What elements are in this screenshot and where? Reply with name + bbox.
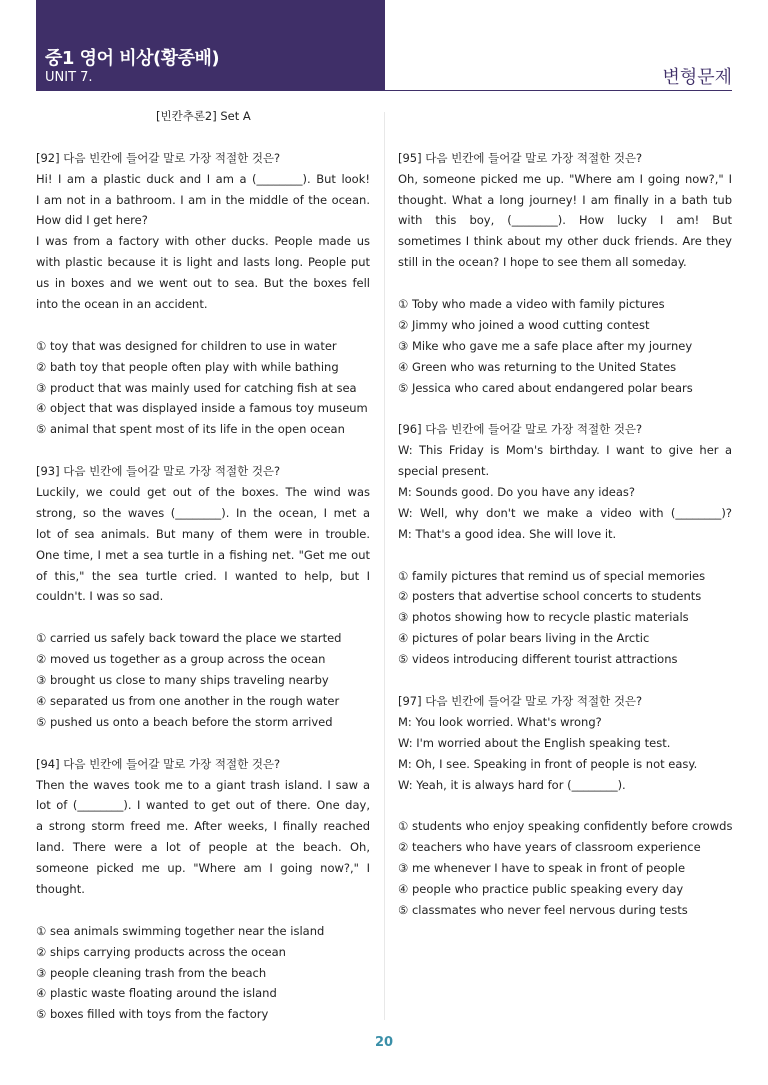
- text-line: lot of (________). I wanted to get out of there. One day,: [36, 798, 370, 813]
- answer-choice: ④ Green who was returning to the United States: [398, 359, 677, 374]
- spacer: [36, 607, 370, 628]
- unit-label: UNIT 7.: [45, 70, 93, 85]
- answer-choice: ① toy that was designed for children to use in water: [36, 338, 337, 353]
- answer-choice: ② ships carrying products across the ocean: [36, 944, 286, 959]
- set-label: [빈칸추론2] Set A: [156, 109, 251, 123]
- text-line: thought.: [36, 881, 85, 896]
- answer-choice: ④ object that was displayed inside a famous toy museum: [36, 401, 368, 416]
- answer-choice: ① family pictures that remind us of special memories: [398, 568, 706, 583]
- question-stem: [92] 다음 빈칸에 들어갈 말로 가장 적절한 것은?: [36, 150, 281, 165]
- header-rule: [385, 90, 732, 91]
- text-line: still in the ocean? I hope to see them all someday.: [398, 255, 687, 270]
- answer-choice: ③ product that was mainly used for catching fish at sea: [36, 380, 357, 395]
- spacer: [36, 315, 370, 336]
- text-line: into the ocean in an accident.: [36, 297, 208, 312]
- spacer: [36, 440, 370, 461]
- text-line: M: That's a good idea. She will love it.: [398, 526, 617, 541]
- text-line: lot of sea animals. But many of them were in trouble.: [36, 526, 370, 541]
- answer-choice: ③ Mike who gave me a safe place after my journey: [398, 338, 693, 353]
- text-line: Then the waves took me to a giant trash island. I saw a: [36, 777, 370, 792]
- question-stem: [94] 다음 빈칸에 들어갈 말로 가장 적절한 것은?: [36, 756, 281, 771]
- answer-choice: ② Jimmy who joined a wood cutting contest: [398, 317, 650, 332]
- text-line: M: You look worried. What's wrong?: [398, 714, 602, 729]
- text-line: I was from a factory with other ducks. People made us: [36, 234, 370, 249]
- spacer: [36, 127, 370, 148]
- spacer: [398, 106, 732, 127]
- text-line: How did I get here?: [36, 213, 148, 228]
- spacer: [398, 127, 732, 148]
- spacer: [398, 795, 732, 816]
- answer-choice: ① sea animals swimming together near the island: [36, 923, 325, 938]
- text-line: land. There were a lot of people at the beach. Oh,: [36, 840, 370, 855]
- text-line: a strong storm freed me. After weeks, I finally reached: [36, 819, 370, 834]
- answer-choice: ③ people cleaning trash from the beach: [36, 965, 267, 980]
- page-number: 20: [374, 1035, 394, 1050]
- text-line: W: I'm worried about the English speaking test.: [398, 735, 671, 750]
- answer-choice: ⑤ pushed us onto a beach before the storm arrived: [36, 714, 333, 729]
- document-title: 중1 영어 비상(황종배): [45, 48, 220, 69]
- answer-choice: ④ people who practice public speaking every day: [398, 881, 684, 896]
- text-line: us in boxes and we went out to sea. But the boxes fell: [36, 276, 370, 291]
- text-line: Luckily, we could get out of the boxes. The wind was: [36, 485, 370, 500]
- spacer: [398, 670, 732, 691]
- text-line: Oh, someone picked me up. "Where am I going now?," I: [398, 171, 732, 186]
- text-line: W: Yeah, it is always hard for (________).: [398, 777, 626, 792]
- answer-choice: ⑤ Jessica who cared about endangered polar bears: [398, 380, 693, 395]
- answer-choice: ④ pictures of polar bears living in the Arctic: [398, 631, 650, 646]
- answer-choice: ③ photos showing how to recycle plastic materials: [398, 610, 689, 625]
- answer-choice: ② moved us together as a group across the ocean: [36, 652, 326, 667]
- answer-choice: ① carried us safely back toward the place we started: [36, 631, 342, 646]
- answer-choice: ① students who enjoy speaking confidently before crowds: [398, 819, 732, 834]
- spacer: [398, 398, 732, 419]
- text-line: M: Sounds good. Do you have any ideas?: [398, 485, 636, 500]
- spacer: [398, 273, 732, 294]
- question-stem: [95] 다음 빈칸에 들어갈 말로 가장 적절한 것은?: [398, 150, 643, 165]
- right-column: [398, 106, 732, 921]
- text-line: I am not in a bathroom. I am in the middle of the ocean.: [36, 192, 370, 207]
- answer-choice: ② posters that advertise school concerts to students: [398, 589, 702, 604]
- text-line: W: Well, why don't we make a video with (________)?: [398, 505, 732, 520]
- text-line: special present.: [398, 464, 490, 479]
- spacer: [36, 733, 370, 754]
- text-line: One time, I met a sea turtle in a fishing net. "Get me out: [36, 547, 370, 562]
- text-line: W: This Friday is Mom's birthday. I want to give her a: [398, 443, 732, 458]
- text-line: M: Oh, I see. Speaking in front of people is not easy.: [398, 756, 698, 771]
- question-stem: [97] 다음 빈칸에 들어갈 말로 가장 적절한 것은?: [398, 693, 643, 708]
- spacer: [398, 545, 732, 566]
- column-divider: [384, 112, 385, 1020]
- text-line: of this," the sea turtle cried. I wanted to help, but I: [36, 568, 370, 583]
- text-line: someone picked me up. "Where am I going now?," I: [36, 861, 370, 876]
- left-column: [36, 106, 370, 1025]
- answer-choice: ④ plastic waste floating around the island: [36, 986, 277, 1001]
- answer-choice: ⑤ animal that spent most of its life in the open ocean: [36, 422, 345, 437]
- answer-choice: ⑤ videos introducing different tourist attractions: [398, 652, 678, 667]
- question-stem: [93] 다음 빈칸에 들어갈 말로 가장 적절한 것은?: [36, 464, 281, 479]
- answer-choice: ① Toby who made a video with family pictures: [398, 297, 665, 312]
- answer-choice: ⑤ classmates who never feel nervous during tests: [398, 902, 688, 917]
- text-line: thought. What a long journey! I am finally in a bath tub: [398, 192, 732, 207]
- text-line: strong, so the waves (________). In the ocean, I met a: [36, 505, 370, 520]
- text-line: with plastic because it is light and lasts long. People put: [36, 255, 370, 270]
- answer-choice: ② teachers who have years of classroom experience: [398, 840, 701, 855]
- section-label: 변형문제: [662, 67, 732, 88]
- answer-choice: ③ me whenever I have to speak in front of people: [398, 861, 686, 876]
- question-stem: [96] 다음 빈칸에 들어갈 말로 가장 적절한 것은?: [398, 422, 643, 437]
- text-line: couldn't. I was so sad.: [36, 589, 164, 604]
- answer-choice: ⑤ boxes filled with toys from the factory: [36, 1007, 269, 1022]
- text-line: with this boy, (________). How lucky I am! But: [398, 213, 732, 228]
- answer-choice: ② bath toy that people often play with while bathing: [36, 359, 339, 374]
- spacer: [36, 900, 370, 921]
- text-line: sometimes I think about my other duck friends. Are they: [398, 234, 732, 249]
- answer-choice: ④ separated us from one another in the rough water: [36, 693, 340, 708]
- answer-choice: ③ brought us close to many ships traveling nearby: [36, 673, 329, 688]
- text-line: Hi! I am a plastic duck and I am a (________). But look!: [36, 171, 370, 186]
